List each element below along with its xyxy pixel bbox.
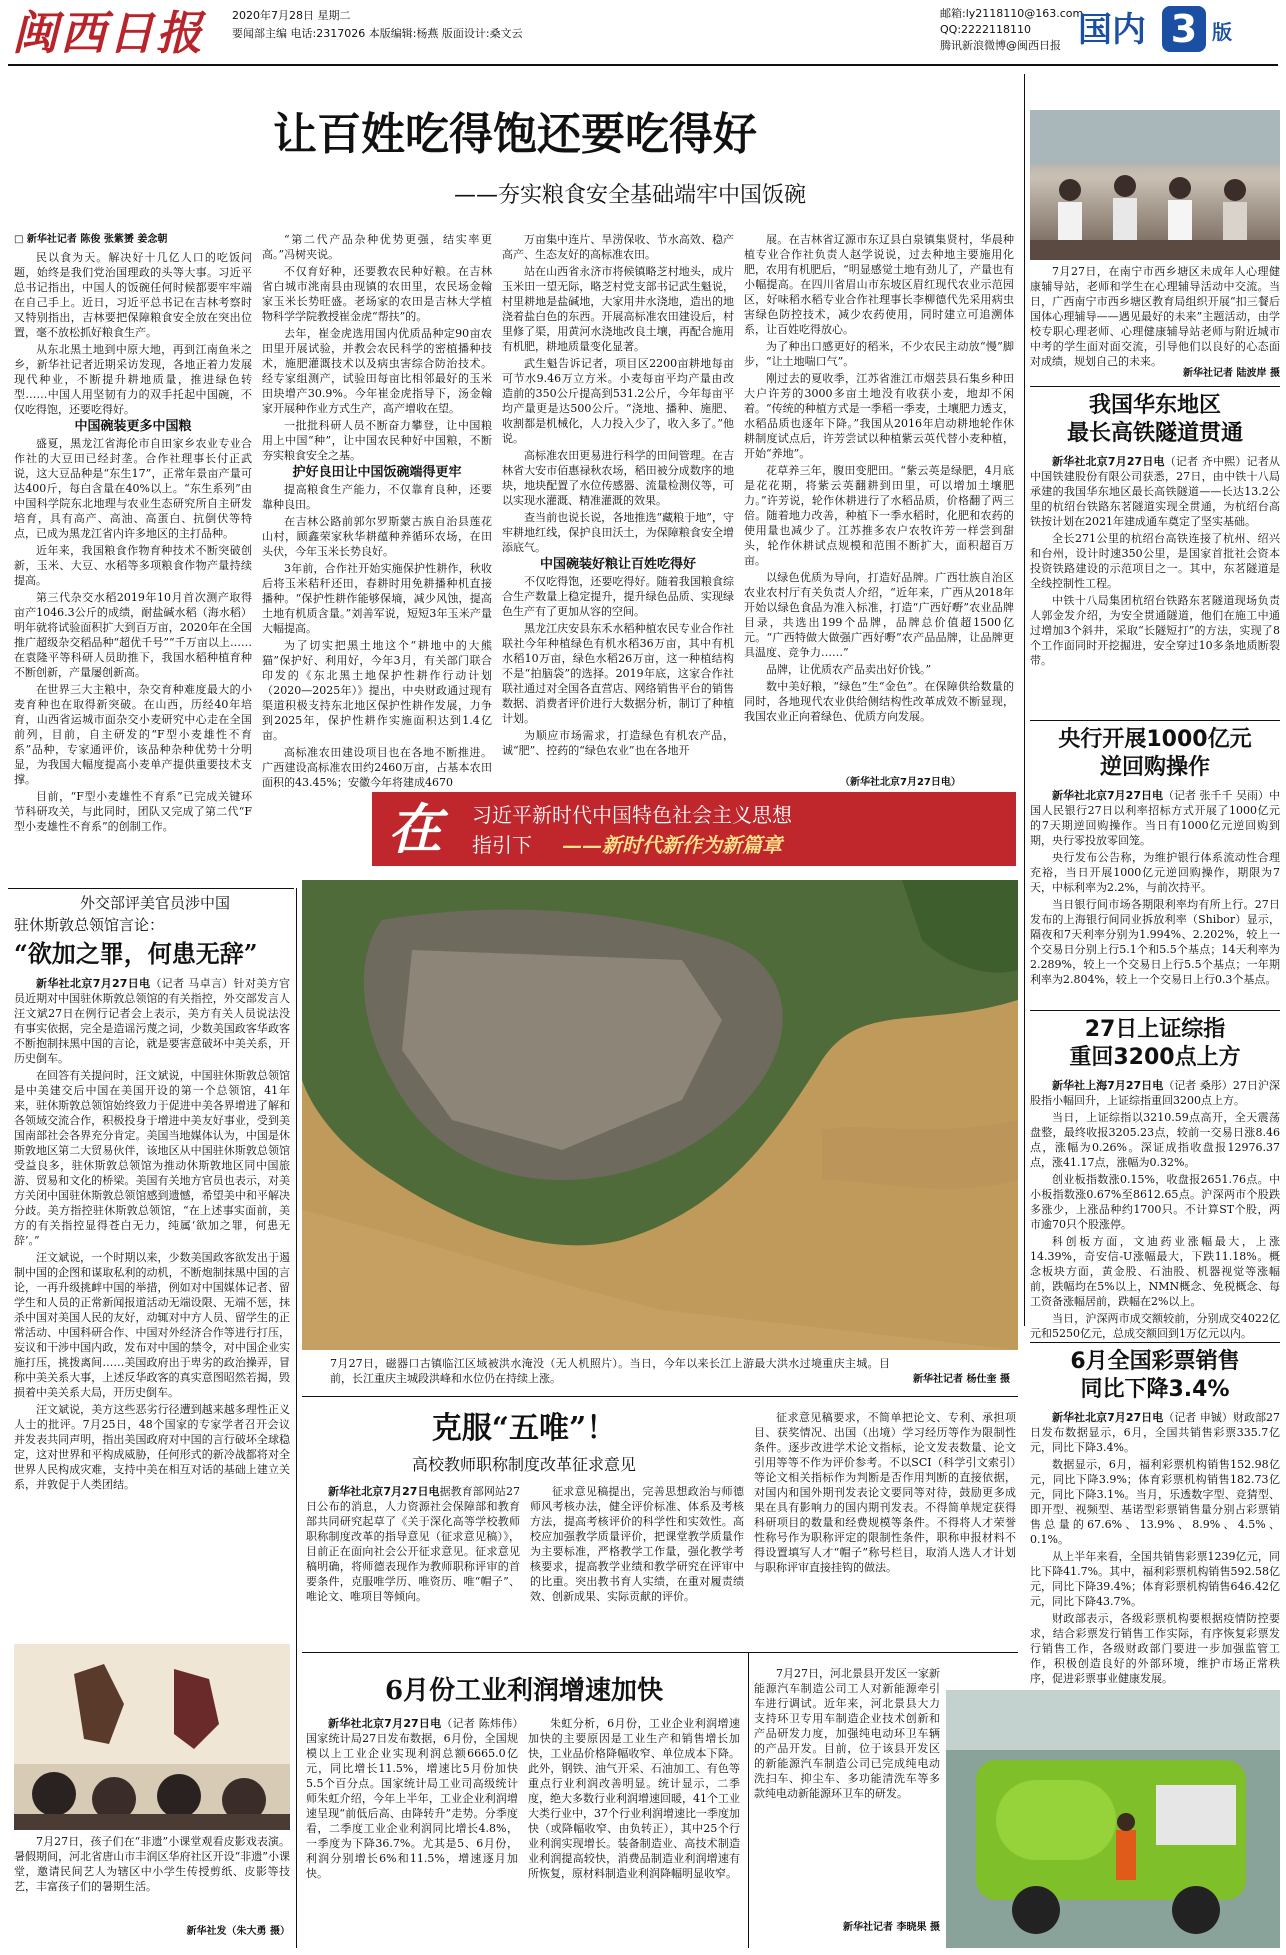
paragraph: 创业板指数涨0.15%，收盘报2651.76点。中小板指数涨0.67%至8612.65点。沪深两市个股跌多涨少，上涨品种约1700只。不计算ST个股，两市逾70只个股涨停。 [1030, 1173, 1280, 1231]
logo: 闽西日报 [12, 6, 204, 60]
lead-column-4 [744, 232, 1014, 777]
tunnel-dateline: 新华社北京7月27日电 [1052, 455, 1165, 468]
masthead-rule [8, 64, 1278, 66]
flood-photo-credit: 新华社记者 杨仕奎 摄 [913, 1374, 1010, 1385]
paragraph-text: （记者 申铖）财政部27日发布数据显示，6月，全国共销售彩票335.7亿元，同比下降3.4%。 [1030, 1411, 1280, 1454]
page-number: 3 [1162, 6, 1206, 52]
theme-banner [372, 792, 1016, 866]
page-suffix: 版 [1212, 20, 1232, 44]
banner-line-1: 习近平新时代中国特色社会主义思想 [472, 803, 792, 827]
paragraph: 为了种出口感更好的稻米，不少农民主动放“慢”脚步，“让土地喘口气”。 [744, 340, 1014, 368]
qq: QQ:2222118110 [940, 23, 1032, 36]
ministry-kicker-1: 外交部评美官员涉中国 [79, 894, 230, 912]
ministry-title: “欲加之罪，何患无辞” [14, 939, 258, 968]
lottery-body [1030, 1410, 1280, 1685]
school-photo-figures [1030, 110, 1280, 260]
paragraph: 第三代杂交水稻2019年10月首次测产取得亩产1046.3公斤的成绩，耐盐碱水稻（海水稻）明年就将试验面积扩大到百万亩，2020年在全国推广超级杂交稻品种“超优千号”“千万亩以上……在袁隆平等科研人员助推下，我国水稻种植育种不断创新，产量屡创新高。 [14, 591, 252, 679]
paragraph: 为了切实把黑土地这个“耕地中的大熊猫”保护好、利用好，今年3月，有关部门联合印发的《东北黑土地保护性耕作行动计划（2020—2025年）》提出，中央财政通过现有渠道积极支持东北地区保护性耕作发展，力争到2025年，保护性耕作实施面积达到1.4亿亩。 [262, 639, 492, 742]
paragraph: 品牌，让优质农产品卖出好价钱。” [766, 663, 932, 676]
reform-column-2 [530, 1484, 744, 1648]
paragraph: 财政部表示，各级彩票机构要根据疫情防控要求，结合彩票发行销售工作实际，有序恢复彩票发行销售工作，各级财政部门要进一步加强监管工作，积极创造良好的外部环境，维护市场正常秩序，促进彩票事业健康发展。 [1030, 1612, 1280, 1685]
paragraph: 高标准农田建设项目也在各地不断推进。广西建设高标准农田约2460万亩，占基本农田面积的43.45%；安徽今年将建成4670 [262, 746, 492, 789]
paragraph: 征求意见稿提出，完善思想政治与师德师风考核办法，健全评价标准、体系及考核方法，提高考核评价的科学性和实效性。高校应加强教学质量评价，把课堂教学质量作为主要标准，严格教学工作量，强化教学考核要求，提高教学业绩和教学研究在评审中的比重。突出教书育人实绩，在重对履责绩效、创新成果、实际贡献的评价。 [530, 1485, 744, 1603]
section-subhead: 中国碗装好粮让百姓吃得好 [539, 557, 696, 572]
paragraph: 民以食为天。解决好十几亿人口的吃饭问题，始终是我们党治国理政的头等大事。习近平总书记指出，中国人的饭碗任何时候都要牢牢端在自己手上。近日，习近平总书记在吉林考察时又特别指出，吉林要把保障粮食安全放在突出位置，毫不放松抓好粮食生产。 [14, 251, 252, 339]
banner-char: 在 [388, 797, 442, 861]
paragraph: 中铁十八局集团杭绍台铁路东茗隧道现场负责人郭金发介绍，为安全贯通隧道，他们在施工中通过增加3个斜井，采取“长隧短打”的方法，实现了8个工作面同时开挖掘进，安全穿过10多条地质断裂带。 [1030, 594, 1280, 667]
paragraph-text: （记者 陈炜伟）国家统计局27日发布数据，6月份，全国规模以上工业企业实现利润总额6665.0亿元，同比增长11.5%，增速比5月份加快5.5个百分点。国家统计局工业司高级统计师朱虹介绍，今年上半年，工业企业利润增速呈现“前低后高、由降转升”走势。分季度看，二季度工业企业利润同比增长4.8%，一季度为下降36.7%。尤其是5、6月份，利润分别增长6%和11.5%，增速逐月加快。 [306, 1717, 518, 1880]
shadow-puppet-figures [14, 1644, 290, 1830]
profit-column-1 [306, 1716, 518, 1948]
paragraph: 央行发布公告称，为维护银行体系流动性合理充裕，当日开展1000亿元逆回购操作，期限为7天，中标利率为2.2%，与前次持平。 [1030, 851, 1280, 894]
lead-column-2 [262, 232, 492, 884]
paragraph [14, 976, 290, 1066]
reform-column-1 [306, 1484, 520, 1648]
banner-line-2a: 指引下 [472, 833, 532, 857]
lottery-dateline: 新华社北京7月27日电 [1052, 1411, 1164, 1424]
paragraph [1030, 1410, 1280, 1455]
flood-photo-caption: 7月27日，磁器口古镇临江区域被洪水淹没（无人机照片）。当日，今年以来长江上游最大洪水过境重庆主城。目前，长江重庆主城段洪峰和水位仍在持续上涨。 [330, 1357, 890, 1385]
section-name: 国内 [1078, 10, 1146, 50]
right-column-divider [1024, 74, 1025, 1326]
paragraph: 征求意见稿要求，不简单把论文、专利、承担项目、获奖情况、出国（出境）学习经历等作为限制性条件。逐步改进学术论文指标，论文发表数量、论文引用等等不作为评价参考。不以SCI（科学引文索引）等论文相关指标作为判断是否作用判断的直接依据，对国内和国外期刊发表论文要同等对待，鼓励更多成果在具有影响力的国内期刊发表。不得简单规定获得科研项目的数量和经费规模等条件。不得将人才荣誉性称号作为职称评定的限制性条件，职称申报材料不得设置填写人才“帽子”称号栏目，取消人选人才计划与职称评审直接挂钩的做法。 [754, 1411, 1016, 1574]
flood-photo-aerial [302, 880, 1018, 1350]
paragraph: 查当前也说长说，各地推选“藏粮于地”，守牢耕地红线，保护良田沃土，为保障粮食安全增添底气。 [502, 511, 734, 554]
paragraph [1030, 454, 1280, 529]
stock-title-2: 重回3200点上方 [1069, 1045, 1241, 1070]
factory-divider [748, 1652, 749, 1948]
paragraph-text: 据教育部网站27日公布的消息，人力资源社会保障部和教育部共同研究起草了《关于深化高等学校教师职称制度改革的指导意见（征求意见稿）》，目前正在面向社会公开征求意见。征求意见稿明确，将师德表现作为教师职称评审的首要条件，克服唯学历、唯资历、唯“帽子”、唯论文、唯项目等倾向。 [306, 1485, 520, 1603]
paragraph: 黑龙江庆安县东禾水稻种植农民专业合作社联社今年种植绿色有机水稻36万亩，其中有机水稻10万亩，绿色水稻26万亩，这一种植结构不是“拍脑袋”的选择。2019年底，这家合作社联社通过对全国各直营店、网络销售平台的销售数据、消费者评价进行大数据分析，制订了种植计划。 [502, 622, 734, 725]
lottery-title-2: 同比下降3.4% [1080, 1377, 1230, 1402]
reform-top-rule [302, 1396, 1018, 1397]
shadow-puppet-caption: 7月27日，孩子们在“非遗”小课堂观看皮影戏表演。暑假期间，河北省唐山市丰润区华府社区开设“非遗”小课堂，邀请民间艺人为辖区中小学生传授剪纸、皮影等技艺，丰富孩子们的暑期生活。 [14, 1835, 290, 1893]
repo-title-2: 逆回购操作 [1099, 755, 1210, 780]
paragraph: 提高粮食生产能力，不仅靠育良种，还要靠种良田。 [262, 483, 492, 511]
school-photo-credit: 新华社记者 陆波岸 摄 [1183, 368, 1280, 379]
school-counseling-photo [1030, 110, 1280, 260]
paragraph: 以绿色优质为导向，打造好品牌。广西壮族自治区农业农村厅有关负责人介绍，“近年来，广西从2018年开始以绿色食品为准入标准，打造“广西好嘢”农业品牌目录，共选出199个品牌，品牌总价值超1500亿元。“广西特做大做强广西好嘢”农产品品牌，让品牌更具温度、竞争力……” [744, 571, 1014, 659]
paragraph: 在回答有关提问时，汪文斌说，中国驻休斯敦总领馆是中美建交后中国在美国开设的第一个总领馆，41年来，驻休斯敦总领馆始终致力于促进中美各界增进了解和各领域交流合作，积极投身于增进中美友好事业，受到美国南部社会各界充分肯定。美国当地媒体认为，中国是休斯敦地区第二大贸易伙伴，该地区从中国驻休斯敦总领馆受益良多，驻休斯敦总领馆为推动休斯敦地区同中国旅游、贸易和文化的桥梁。美国有关地方官员也表示，对美方关闭中国驻休斯敦总领馆感到遗憾，希望美中和平解决分歧。美方指控驻休斯敦总领馆，“在上述事实面前，美方的有关指控显得苍白无力，纯属‘欲加之罪，何患无辞’。” [14, 1069, 290, 1247]
email: 邮箱:ly2118110@163.com [940, 7, 1084, 20]
date-line: 2020年7月28日 星期二 [232, 9, 351, 22]
stock-dateline: 新华社上海7月27日电 [1052, 1079, 1164, 1092]
ministry-kicker-2: 驻休斯敦总领馆言论： [14, 916, 165, 934]
repo-title-1: 央行开展1000亿元 [1058, 727, 1252, 752]
right-divider-2 [1030, 720, 1280, 721]
paragraph: 一批批科研人员不断奋力攀登，让中国粮用上中国“种”，让中国农民种好中国粮，不断夯实粮食安全之基。 [262, 419, 492, 462]
paragraph: 站在山西省永济市将候镇略芝村地头，成片玉米田一望无际，略芝村党支部书记武生魁说，村里耕地是盐碱地，大家用井水浇地，造出的地浇着盐白色的东西。开展高标准农田建设后，村里修了渠，用黄河水浇地改良土壤，再配合施用有机肥，耕地质量变化显著。 [502, 265, 734, 353]
paragraph-text: （记者 张千千 吴雨）中国人民银行27日以利率招标方式开展了1000亿元的7天期逆回购操作。当日有1000亿元逆回购到期，央行零投放零回笼。 [1030, 789, 1280, 847]
paragraph [1030, 1078, 1280, 1108]
profit-column-2 [528, 1716, 740, 1948]
reform-dateline: 新华社北京7月27日电 [328, 1485, 440, 1498]
banner-line-2b: ——新时代新作为新篇章 [562, 833, 782, 857]
paragraph: 全长271公里的杭绍台高铁连接了杭州、绍兴和台州，设计时速350公里，是国家首批社会资本投资铁路建设的示范项目之一。其中，东茗隧道是全线控制性工程。 [1030, 532, 1280, 590]
right-divider-3 [1030, 1010, 1280, 1011]
paragraph-text: （记者 齐中熙）记者从中国铁建股份有限公司获悉，27日，由中铁十八局承建的我国华东地区最长高铁隧道——长达13.2公里的杭绍台铁路东茗隧道实现全贯通，为杭绍台高铁按计划在2021年建成通车奠定了坚实基础。 [1030, 455, 1280, 528]
paragraph: 花草养三年，腹田变肥田。“紫云英是绿肥，4月底是花花期，将紫云英翻耕到田里，可以增加土壤肥力。”许芳说，轮作休耕进行了水稻品质，价格翻了两三倍。随着地力改善，种植下一季水稻时，化肥和农药的使用量也减少了。江苏推多农户农牧许芳一样尝到甜头，轮作休耕试点规模和范围不断扩大，面积超百万亩。 [744, 464, 1014, 567]
profit-title: 6月份工业利润增速加快 [384, 1676, 664, 1706]
paragraph: 武生魁告诉记者，项目区2200亩耕地每亩可节水9.46万立方米。小麦每亩平均产量由改造前的350公斤提高到531.2公斤，今年每亩平均产量更是达500公斤。“浇地、播种、施肥、收割都是机械化，人力投入少了，收入多了。”他说。 [502, 357, 734, 445]
paragraph: “第二代产品杂种优势更强，结实率更高。”冯树夹说。 [262, 233, 492, 261]
staff-line: 要闻部主编 电话:2317026 本版编辑:杨燕 版面设计:桑文云 [232, 27, 523, 40]
shadow-puppet-photo [14, 1644, 290, 1830]
shadow-puppet-credit: 新华社发（朱大勇 摄） [186, 1926, 290, 1937]
factory-credit: 新华社记者 李晓果 摄 [843, 1922, 940, 1933]
paragraph: 在世界三大主粮中，杂交育种难度最大的小麦育种也在取得新突破。在山西，历经40年培育，山西省运城市面杂交小麦研究中心走在全国前列，目前，自主研发的“F型小麦雄性不育系”品种，专家通评价，该品种杂种优势十分明显，为我国大幅度提高小麦单产提供重要技术支撑。 [14, 683, 252, 786]
paragraph: 3年前，合作社开始实施保护性耕作，秋收后将玉米秸秆还田，春耕时用免耕播种机直接播种。“保护性耕作能够保墒，减少风蚀，提高土地有机质含量。”刘善军说，短短3年玉米产量大幅提高。 [262, 562, 492, 635]
paragraph: 当日，上证综指以3210.59点高开，全天震荡盘整，最终收报3205.23点，较前一交易日涨8.46点，涨幅为0.26%。深证成指收盘报12976.37点，涨41.17点，涨幅为0.32%。 [1030, 1111, 1280, 1169]
paragraph [1030, 788, 1280, 848]
lead-subtitle: ——夯实粮食安全基础端牢中国饭碗 [453, 183, 806, 208]
paragraph: 科创板方面，文迪药业涨幅最大，上涨14.39%，奇安信-U涨幅最大，下跌11.18%。概念板块方面，黄金股、石油股、机器视觉等涨幅前，跌幅均在5%以上，NMN概念、免税概念、每工资备涨幅居前，跌幅在2%以上。 [1030, 1235, 1280, 1308]
ev-factory-photo [946, 1690, 1280, 1948]
reform-column-3 [754, 1410, 1016, 1648]
weibo: 腾讯新浪微博@闽西日报 [940, 39, 1061, 52]
paragraph: 当日银行间市场各期限利率均有所上行。27日发布的上海银行间同业拆放利率（Shibor）显示，隔夜和7天利率分别为1.994%、2.202%，较上一个交易日分别上行5.1个和5.5个基点；14天利率为2.289%，较上一个交易日上行5.5个基点；一年期利率为2.804%，较上一个交易日上行0.3个基点。 [1030, 898, 1280, 986]
school-photo-caption: 7月27日，在南宁市西乡塘区未成年人心理健康辅导站，老师和学生在心理辅导活动中交流。当日，广西南宁市西乡塘区教育局组织开展“扣三餐后国体心理辅导——遇见最好的未来”主题活动，由学校专职心理老师、心理健康辅导站老师与附近城市中考的学生面对面交流，引导他们以良好的心态面对成绩，规划自己的未来。 [1030, 265, 1280, 368]
paragraph: 从东北黑土地到中原大地，再到江南鱼米之乡，新华社记者近期采访发现，各地正着力发展现代种业，不断提升耕地质量，推进绿色转型……中国人用坚韧有力的双手托起中国碗，不仅吃得饱，还要吃得好。 [14, 343, 252, 416]
left-column-divider [296, 888, 297, 1948]
paragraph: 当日，沪深两市成交额较前，分别成交4022亿元和5250亿元，总成交额回到1万亿元以内。 [1030, 1312, 1280, 1340]
ministry-dateline: 新华社北京7月27日电 [36, 977, 151, 990]
paragraph: 近年来，我国粮食作物育种技术不断突破创新，玉米、大豆、水稻等多项粮食作物产量持续提高。 [14, 544, 252, 587]
reform-subtitle: 高校教师职称制度改革征求意见 [411, 1455, 636, 1474]
right-divider-1 [1030, 386, 1280, 387]
profit-top-rule [302, 1652, 1018, 1653]
reform-title: 克服“五唯”！ [431, 1411, 617, 1446]
paragraph [306, 1484, 520, 1604]
paragraph: 去年，崔金虎选用国内优质品种定90亩农田里开展试验，并教会农民科学的密植播种技术，施肥灌溉技术以及病虫害综合防治技术。经专家组测产，试验田每亩比相邻最好的玉米田块增产30.9%。今年崔金虎指导下，汤金翰家开展种作业方式生产，高产增收在望。 [262, 327, 492, 415]
ministry-body [14, 976, 290, 1638]
paragraph: 汪文斌说，一个时期以来，少数美国政客欲发出于遏制中国的企图和谋取私利的动机，不断炮制抹黑中国的言论，一再升级挑衅中国的举措，例如对中国媒体记者、留学生和人员的正常新闻报道活动无端设限、无端不惩，抹杀中国对美国人民的友好，动辄对中方人员、留学生的正常活动、中国科研合作、中国对外经济合作等进行打压，妄议和干涉中国内政，发布对中国的禁令，对中国企业实施打压，挑拨离间……美国政府出于卑劣的政治操弄，冒称中美关系大事，上述反华政客的真实意图昭然若揭，毁损着中美关系大局，开历史倒车。 [14, 1251, 290, 1399]
tunnel-title-1: 我国华东地区 [1088, 393, 1221, 418]
repo-body [1030, 788, 1280, 1006]
section-subhead: 护好良田让中国饭碗端得更牢 [292, 465, 462, 480]
paragraph: 汪文斌说，美方这些恶劣行径遭到越来越多理性正义人士的批评。7月25日，48个国家的专家学者召开会议并发表共同声明，指出美国政府对中国的言行破坏全球稳定，这对世界和平构成威胁，任何形式的新冷战都将对全世界人民构成灾难，支持中美在相互对话的基础上建立关系，并敦促于人类团结。 [14, 1403, 290, 1491]
lead-byline: □ 新华社记者 陈俊 张紫赟 姜念朝 [14, 234, 168, 245]
right-divider-4 [1030, 1342, 1280, 1343]
paragraph: 目前，“F型小麦雄性不育系”已完成关键环节科研攻关，与此同时，团队又完成了第二代“F型小麦雄性不育系”的创制工作。 [14, 790, 252, 833]
lead-title: 让百姓吃得饱还要吃得好 [273, 109, 757, 160]
ev-truck-illustration [946, 1690, 1280, 1948]
paragraph: 高标准农田更易进行科学的田间管理。在吉林省大安市佰惠禄秋农场，稻田被分成数序的地块，地块配置了水位传感器、流量检测仪等，可以实现水灌溉、精准灌溉的效果。 [502, 449, 734, 507]
paragraph: 万亩集中连片、旱涝保收、节水高效、稳产高产、生态友好的高标准农田。 [502, 233, 734, 261]
paragraph: 从上半年来看，全国共销售彩票1239亿元，同比下降41.7%。其中，福利彩票机构销售592.58亿元，同比下降39.4%；体育彩票机构销售646.42亿元，同比下降43.7%。 [1030, 1550, 1280, 1608]
paragraph: 数中美好粮，“绿色”生“金色”。在保障供给数量的同时，各地现代农业供给侧结构性改革成效不断显现，我国农业正向着绿色、优质方向发展。 [744, 680, 1014, 723]
paragraph: 不仅吃得饱，还要吃得好。随着我国粮食综合生产数量上稳定提升，提升绿色品质、实现绿色生产有了更加从容的空间。 [502, 575, 734, 618]
lottery-title-1: 6月全国彩票销售 [1070, 1349, 1240, 1374]
paragraph: 展。在吉林省辽源市东辽县白泉镇集贤村，华晨种植专业合作社负责人赵学说说，过去种地主要施用化肥，农用有机肥后，“明显感觉土地有劲儿了，产量也有小幅提高。在四川省眉山市东坡区眉红现代农业示范园区，好味稻水稻专业合作社理事长李柳德代先采用病虫害绿色防控技术，减少农药使用，同时建立可追溯体系，让百姓吃得放心。 [744, 233, 1014, 336]
tunnel-title-2: 最长高铁隧道贯通 [1066, 421, 1243, 446]
stock-title-1: 27日上证综指 [1084, 1017, 1226, 1042]
masthead [0, 0, 1286, 66]
lead-column-3 [502, 232, 734, 792]
profit-dateline: 新华社北京7月27日电 [328, 1717, 442, 1730]
stock-body [1030, 1078, 1280, 1338]
lead-column-1 [14, 250, 252, 885]
paragraph-text: （记者 马卓言）针对美方官员近期对中国驻休斯敦总领馆的有关指控，外交部发言人汪文斌27日在例行记者会上表示，美方有关人员说法没有事实依据，完全是造谣污蔑之词，少数美国政客华政客不断抱制抹黑中国的言论，就是要害意破坏中美关系，开历史倒车。 [14, 977, 290, 1065]
paragraph: 为顺应市场需求，打造绿色有机农产品，诚“肥”、控药的“绿色农业”也在各地开 [502, 729, 734, 757]
paragraph: 刚过去的夏收季，江苏省淮江市烟芸县石集乡种田大户许芳的3000多亩土地没有收获小麦，地却不闲着。“传统的种植方式是一季稻一季麦，土壤肥力透支，水稻品质也逐年下降。”我国从2016年启动耕地轮作休耕制度试点后，许芳尝试以种植紫云英代替小麦种植，开始“养地”。 [744, 372, 1014, 460]
paragraph: 数据显示，6月，福利彩票机构销售152.98亿元，同比下降3.9%；体育彩票机构销售182.73亿元，同比下降3.1%。当月，乐透数字型、竞猜型、即开型、视频型、基诺型彩票销售量分别占彩票销售总量的67.6%、13.9%、8.9%、4.5%、0.1%。 [1030, 1458, 1280, 1546]
tunnel-body [1030, 454, 1280, 716]
paragraph: 朱虹分析，6月份，工业企业利润增速加快的主要原因是工业生产和销售增长加快，工业品价格降幅收窄、单位成本下降。此外，钢铁、油气开采、石油加工、有色等重点行业利润改善明显。统计显示，二季度，绝大多数行业利润增速回暖，41个工业大类行业中，37个行业利润增速比一季度加快（或降幅收窄、由负转正），其中25个行业利润实现增长。装备制造业、高技术制造业利润提高较快，消费品制造业利润增速有所恢复，原材料制造业利润降幅明显收窄。 [528, 1717, 740, 1880]
paragraph-text: （记者 桑彤）27日沪深股指小幅回升，上证综指重回3200点上方。 [1030, 1079, 1280, 1107]
paragraph: 盛夏，黑龙江省海伦市自田家乡农业专业合作社的大豆田已经封垄。合作社理事长付正武说，这大豆品种是“东生17”，正常年景亩产量可达400斤，每白含量在40%以上。“东生系列”由中国科学院东北地理与农业生态研究所自主研发培育，具有高产、高油、高蛋白、抗倒伏等特点，已成为黑龙江省内许多地区的主打品种。 [14, 437, 252, 540]
paragraph: 不仅育好种，还要教农民种好粮。在吉林省白城市洮南县由现镇的农田里，农民场金翰家玉米长势旺盛。老场家的农田是吉林大学植物科学学院教授崔金虎“帮扶”的。 [262, 265, 492, 323]
lead-dateline-end: （新华社北京7月27日电） [840, 777, 961, 788]
flood-photo [302, 880, 1018, 1350]
left-column-top-rule [8, 888, 294, 889]
factory-caption: 7月27日，河北景县开发区一家新能源汽车制造公司工人对新能源牵引车进行调试。近年来，河北景县大力支持环卫专用车制造企业技术创新和产品研发力度，加强纯电动环卫车辆的产品开发。目前，位于该县开发区的新能源汽车制造公司已完成纯电动洗扫车、抑尘车、多功能清洗车等多款纯电动新能源环卫车的研发。 [754, 1667, 940, 1800]
section-subhead: 中国碗装更多中国粮 [74, 419, 192, 434]
repo-dateline: 新华社北京7月27日电 [1052, 789, 1163, 802]
paragraph: 在吉林公路前郭尔罗斯蒙古族自治县莲花山村，顾鑫荣家秋华耕蕴种养循环农场，在田头伏，今年玉米长势良好。 [262, 515, 492, 558]
paragraph [306, 1716, 518, 1881]
